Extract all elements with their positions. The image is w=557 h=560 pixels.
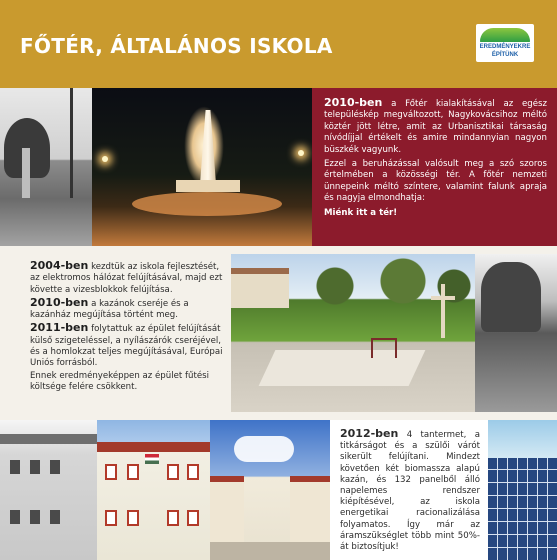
window-shape <box>167 464 179 480</box>
window-shape <box>50 460 60 474</box>
building-wing-right <box>290 476 330 546</box>
page-title: FŐTÉR, ÁLTALÁNOS ISKOLA <box>20 34 333 58</box>
year-label: 2012-ben <box>340 427 399 440</box>
solar-panel-array <box>488 458 557 560</box>
old-courtyard-photo <box>475 254 557 412</box>
logo-text-line2: ÉPÍTÜNK <box>491 52 519 58</box>
window-shape <box>50 510 60 524</box>
monument-base <box>176 180 240 192</box>
lit-plaza-shape <box>132 192 282 216</box>
window-shape <box>10 460 20 474</box>
street-lamp-icon <box>102 156 108 162</box>
window-shape <box>187 510 199 526</box>
window-shape <box>127 464 139 480</box>
paragraph-2011 <box>30 322 225 369</box>
school-inner-courtyard-photo <box>210 420 330 560</box>
paragraph-text: 4 tantermet, a titkárságot és a szülői várót sikerült felújítani. Mindezt követően két biomassza alapú kazán, és 132 panelből álló napelemes rendszer kiépítésével, az iskola energetikai racionalizálása folyamatos. Így már az áramszükséglet több mint 50%-át biztosítjuk! <box>340 430 480 553</box>
year-label: 2010-ben <box>30 295 89 309</box>
main-square-textbox <box>312 88 557 246</box>
hungarian-flag-icon <box>145 454 159 464</box>
window-shape <box>167 510 179 526</box>
energy-upgrade-textbox <box>330 420 488 560</box>
cross-beam <box>431 296 455 300</box>
paragraph-text: folytattuk az épület felújítását külső szigeteléssel, a nyílászárók cseréjével, és a homlokzat teljes megújításával, Európai Uniós forrásból. <box>30 324 223 369</box>
eredmenyekre-epitunk-logo <box>476 24 534 62</box>
roof-shape <box>0 434 97 444</box>
window-shape <box>10 510 20 524</box>
building-shape <box>231 268 289 308</box>
solar-panels-photo <box>488 420 557 560</box>
cross-post <box>441 284 445 338</box>
school-courtyard-photo <box>231 254 475 412</box>
school-before-photo <box>0 420 97 560</box>
window-shape <box>105 464 117 480</box>
year-label: 2010-ben <box>324 96 383 109</box>
roof-shape <box>97 442 210 452</box>
paragraph-text: a Főtér kialakításával az egész településkép megváltozott, Nagykovácsihoz méltó köztér jött létre, amit az Urbanisztikai társaság nívódíjjal értékelt és amire mindannyian nagyon büszkék vagyunk. <box>324 99 547 155</box>
cloud-shape <box>234 436 294 462</box>
window-shape <box>30 510 40 524</box>
historic-square-photo <box>0 88 92 246</box>
paragraph-2010-square <box>324 97 547 156</box>
year-label: 2011-ben <box>30 321 89 335</box>
building-wing-left <box>210 476 244 546</box>
school-facade-photo <box>97 420 210 560</box>
window-shape <box>105 510 117 526</box>
courtyard-ground <box>210 542 330 560</box>
paragraph-result: Ennek eredményeképpen az épület fűtési költsége felére csökkent. <box>30 370 209 392</box>
utility-pole-shape <box>70 88 73 198</box>
paragraph-2010-boilers <box>30 297 225 322</box>
handrail-shape <box>371 338 397 358</box>
header-band <box>0 0 557 88</box>
paragraph-text: a kazánok cseréje és a kazánház megújítása történt meg. <box>30 298 189 321</box>
paragraph-2004 <box>30 260 225 296</box>
paragraph-text: kezdtük az iskola fejlesztését, az elektromos hálózat felújításával, majd ezt követte a vizesblokkok felújítása. <box>30 262 223 295</box>
logo-hill-icon <box>480 28 530 42</box>
tree-shape <box>481 262 541 332</box>
closing-slogan: Miénk itt a tér! <box>324 207 398 218</box>
window-shape <box>187 464 199 480</box>
night-square-photo <box>92 88 312 246</box>
window-shape <box>127 510 139 526</box>
school-renovation-text <box>30 260 225 394</box>
street-lamp-icon <box>298 150 304 156</box>
ramp-shape <box>259 350 426 386</box>
paragraph-community-space: Ezzel a beruházással valósult meg a szó szoros értelmében a közösségi tér. A főtér nemzeti ünnepeink méltó színtere, valamint falunk apraja és nagyja elmondhatja: <box>324 159 547 204</box>
year-label: 2004-ben <box>30 259 89 272</box>
monument-shape <box>22 148 30 198</box>
window-shape <box>30 460 40 474</box>
logo-text-line1: EREDMÉNYEKRE <box>479 44 531 50</box>
